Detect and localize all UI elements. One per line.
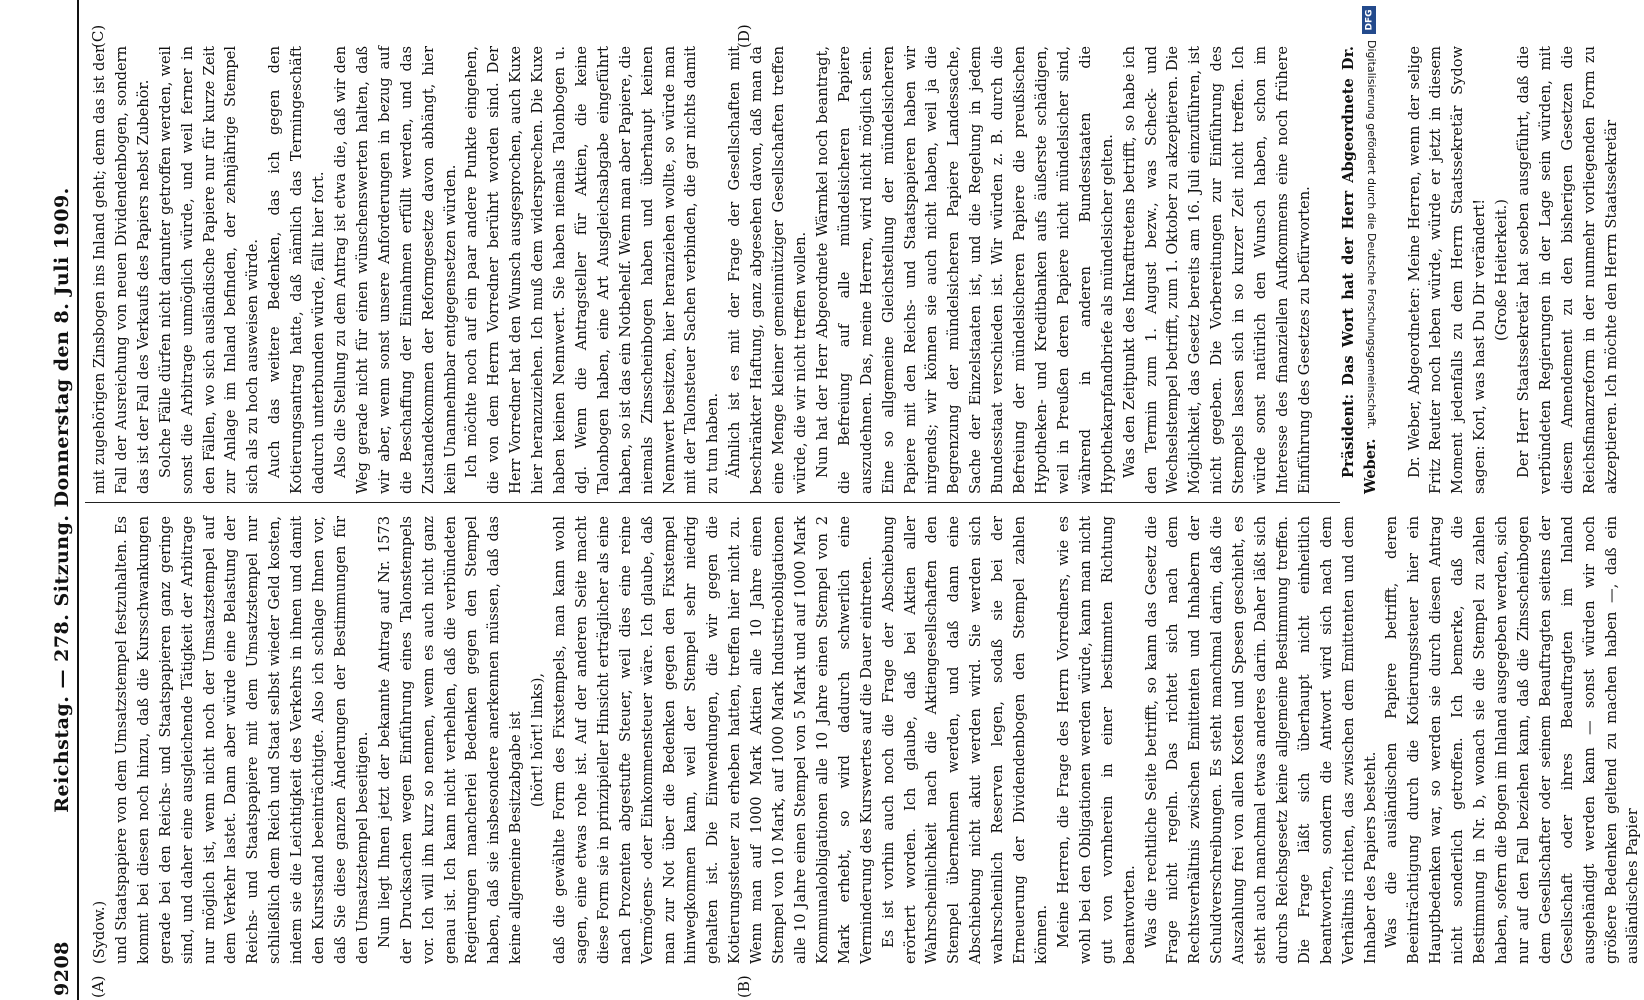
paragraph: Nun hat der Herr Abgeordnete Wärmkel noch beantragt, die Befreiung auf alle mündelsicheren Papiere auszudehnen. Das, meine Herren, wird nicht möglich sein. Eine so allgemeine Gleichstellung der mündelsicheren Papiere mit den Reichs- und Staatspapieren haben wir nirgends; wir können sie auch nicht haben, weil ja die Begrenzung der mündelsicheren Papiere Landessache, Sache der Einzelstaaten ist, und die Regelung in jedem Bundesstaat verschieden ist. Wir würden z. B. durch die Befreiung der mündelsicheren Papiere die preußischen Hypotheken- und Kreditbanken aufs äußerste schädigen, weil in Preußen deren Papiere nicht mündelsicher sind, während in anderen Bundesstaaten die Hypothekarpfandbriefe als mündelsicher gelten.	[813, 46, 1116, 494]
margin-letter-a: (A)	[89, 975, 107, 998]
page-number: 9208	[51, 941, 73, 996]
margin-letter-b: (B)	[735, 975, 753, 998]
speaker-president: Präsident: Das Wort hat der Herr Abgeordnete Dr. Weber.	[1339, 46, 1379, 494]
interjection: (Große Heiterkeit.)	[1493, 199, 1511, 341]
speaker-tag: (Sydow.)	[91, 900, 108, 964]
paragraph: Meine Herren, die Frage des Herrn Vorredners, wie es wohl bei den Obligationen werden würde, kann man nicht gut von vornherein in einer bestimmten Richtung beantworten.	[1054, 516, 1138, 964]
margin-letter-d: (D)	[735, 24, 753, 48]
digitization-credit	[1362, 40, 1382, 800]
paragraph: Solche Fälle dürfen nicht darunter getroffen werden, weil sonst die Arbitrage unmöglich würde, und weil ferner in den Fällen, wo sich ausländische Papiere nur für kurze Zeit zur Anlage im Inland befinden, der zehnjährige Stempel sich als zu hoch ausweisen würde.	[156, 46, 262, 494]
paragraph: Was die rechtliche Seite betrifft, so kann das Gesetz die Frage nicht regeln. Das richtet sich nach dem Rechtsverhältnis zwischen Emittenten und Inhabern der Schuldverschreibungen. Es steht manchmal darin, daß die Auszahlung frei von allen Kosten und Spesen geschieht, es steht auch manchmal etwas anderes darin. Daher läßt sich durchs Reichsgesetz keine allgemeine Bestimmung treffen. Die Frage läßt sich überhaupt nicht einheitlich beantworten, sondern die Antwort wird sich nach dem Verhältnis richten, das zwischen dem Emittenten und dem Inhaber des Papiers besteht.	[1142, 516, 1379, 964]
paragraph: Es ist vorhin auch noch die Frage der Abschiebung erörtert worden. Ich glaube, daß bei Aktien aller Wahrscheinlichkeit nach die Aktiengesellschaften den Stempel übernehmen werden, und daß dann eine Abschiebung nicht akut werden wird. Sie werden sich wahrscheinlich Reserven legen, sodaß sie bei der Erneuerung der Dividendenbogen den Stempel zahlen können.	[879, 516, 1050, 964]
page-header	[45, 0, 79, 1000]
credit-text: Digitalisierung gefördert durch die Deutsche Forschungsgemeinschaft.	[1365, 40, 1378, 430]
paragraph: Ähnlich ist es mit der Frage der Gesellschaften mit beschränkter Haftung, ganz abgesehen davon, daß man da eine Menge kleiner gemeinnütziger Gesellschaften treffen würde, die wir nicht treffen wollen.	[726, 46, 809, 494]
paragraph: Auch das weitere Bedenken, das ich gegen den Kotierungsantrag hatte, daß nämlich das Termingeschäft dadurch unterbunden würde, fällt hier fort.	[266, 46, 328, 494]
paragraph: Was den Zeitpunkt des Inkrafttretens betrifft, so habe ich den Termin zum 1. August bezw., was Scheck- und Wechselstempel betrifft, zum 1. Oktober zu akzeptieren. Die Möglichkeit, das Gesetz bereits am 16. Juli einzuführen, ist nicht gegeben. Die Vorbereitungen zur Einführung des Stempels lassen sich in so kurzer Zeit nicht treffen. Ich würde sonst natürlich den Wunsch haben, schon im Interesse des finanziellen Aufkommens eine noch frühere Einführung des Gesetzes zu befürworten.	[1120, 46, 1313, 494]
header-rule	[77, 0, 79, 1000]
paragraph: Dr. Weber, Abgeordneter: Meine Herren, wenn der selige Fritz Reuter noch leben würde, würde er jetzt in diesem Moment jedenfalls zu dem Herrn Staatssekretär Sydow sagen: Korl, was hast Du Dir verändert!	[1405, 46, 1489, 494]
paragraph: daß die gewählte Form des Fixstempels, man kann wohl sagen, eine etwas rohe ist. Auf der anderen Seite macht diese Form sie in prinzipieller Hinsicht erträglicher als eine nach Prozenten abgestufte Steuer, weil dies eine reine Vermögens- oder Einkommensteuer wäre. Ich glaube, daß man zur Not über die Bedenken gegen den Fixstempel hinwegkommen kann, weil der Stempel sehr niedrig gehalten ist. Die Einwendungen, die wir gegen die Kotierungssteuer zu erheben hatten, treffen hier nicht zu. Wenn man auf 1000 Mark Aktien alle 10 Jahre einen Stempel von 10 Mark, auf 1000 Mark Industrieobligationen alle 10 Jahre einen Stempel von 5 Mark und auf 1000 Mark Kommunalobligationen alle 10 Jahre einen Stempel von 2 Mark erhebt, so wird dadurch schwerlich eine Verminderung des Kurswertes auf die Dauer eintreten.	[551, 516, 875, 964]
interjection: (hört! hört! links),	[529, 672, 547, 808]
column-divider	[85, 502, 1340, 503]
paragraph: Was die ausländischen Papiere betrifft, deren Beeinträchtigung durch die Kotierungssteuer hier ein Hauptbedenken war, so werden sie durch diesen Antrag nicht sonderlich getroffen. Ich bemerke, daß die Bestimmung in Nr. b, wonach sie die Stempel zu zahlen haben, sofern die Bogen im Inland ausgegeben werden, sich nur auf den Fall beziehen kann, daß die Zinsscheinbogen dem Gesellschafter oder seinem Beauftragten seitens der Gesellschaft oder ihres Beauftragten im Inland ausgehändigt werden kann — sonst würden wir noch größere Bedenken geltend zu machen haben —, daß ein ausländisches Papier	[1383, 515, 1642, 964]
left-column	[89, 515, 1642, 964]
dfg-logo: DFG	[1362, 6, 1376, 34]
paragraph: Der Herr Staatssekretär hat soeben ausgeführt, daß die verbündeten Regierungen in der Lage sein würden, mit diesem Amendement zu den bisherigen Gesetzen die Reichsfinanzreform in der nunmehr vorliegenden Form zu akzeptieren. Ich möchte den Herrn Staatssekretär	[1515, 46, 1620, 494]
running-title: Reichstag. — 278. Sitzung. Donnerstag den 8. Juli 1909.	[51, 187, 73, 813]
paragraph: Nun liegt Ihnen jetzt der bekannte Antrag auf Nr. 1573 der Drucksachen wegen Einführung eines Talonstempels vor. Ich will ihn kurz so nennen, wenn es auch nicht ganz genau ist. Ich kann nicht verhehlen, daß die verbündeten Regierungen mancherlei Bedenken gegen den Stempel haben, daß sie insbesondere anerkennen müssen, daß das keine allgemeine Besitzabgabe ist	[375, 516, 525, 964]
paragraph: und Staatspapiere von dem Umsatzstempel festzuhalten. Es kommt bei diesen noch hinzu, daß die Kursschwankungen gerade bei den Reichs- und Staatspapieren ganz geringe sind, und daher eine ausgleichende Tätigkeit der Arbitrage nur möglich ist, wenn nicht noch der Umsatzstempel auf dem Verkehr lastet. Dann aber würde eine Belastung der Reichs- und Staatspapiere mit dem Umsatzstempel nur schließlich dem Reich und Staat selbst wieder Geld kosten, indem sie die Leichtigkeit des Verkehrs in ihnen und damit den Kursstand beeinträchtigte. Also ich schlage Ihnen vor, daß Sie diese ganzen Änderungen der Bestimmungen für den Umsatzstempel beseitigen.	[112, 516, 371, 964]
margin-letter-c: (C)	[89, 24, 107, 48]
paragraph: Also die Stellung zu dem Antrag ist etwa die, daß wir den Weg gerade nicht für einen wünschenswerten halten, daß wir aber, wenn sonst unsere Anforderungen in bezug auf die Beschaffung der Einnahmen erfüllt werden, und das Zustandekommen der Reformgesetze davon abhängt, hier kein Unannehmbar entgegensetzen würden.	[331, 46, 459, 494]
paragraph: mit zugehörigen Zinsbogen ins Inland geht; denn das ist der Fall der Ausreichung von neuen Dividendenbogen, sondern das ist der Fall des Verkaufs des Papiers nebst Zubehör.	[91, 46, 152, 494]
paragraph: Ich möchte noch auf ein paar andere Punkte eingehen, die von dem Herrn Vorredner berührt worden sind. Der Herr Vorredner hat den Wunsch ausgesprochen, auch Kuxe hier heranzuziehen. Ich muß dem widersprechen. Die Kuxe haben keinen Nennwert. Sie haben niemals Talonbogen u. dgl. Wenn die Antragsteller für Aktien, die keine Talonbogen haben, eine Art Ausgleichsabgabe eingeführt haben, so ist das ein Notbehelf. Wenn man aber Papiere, die niemals Zinsscheinbogen haben und überhaupt keinen Nennwert besitzen, hier heranziehen wollte, so würde man mit der Talonsteuer Sachen verbinden, die gar nichts damit zu tun haben.	[463, 46, 722, 494]
